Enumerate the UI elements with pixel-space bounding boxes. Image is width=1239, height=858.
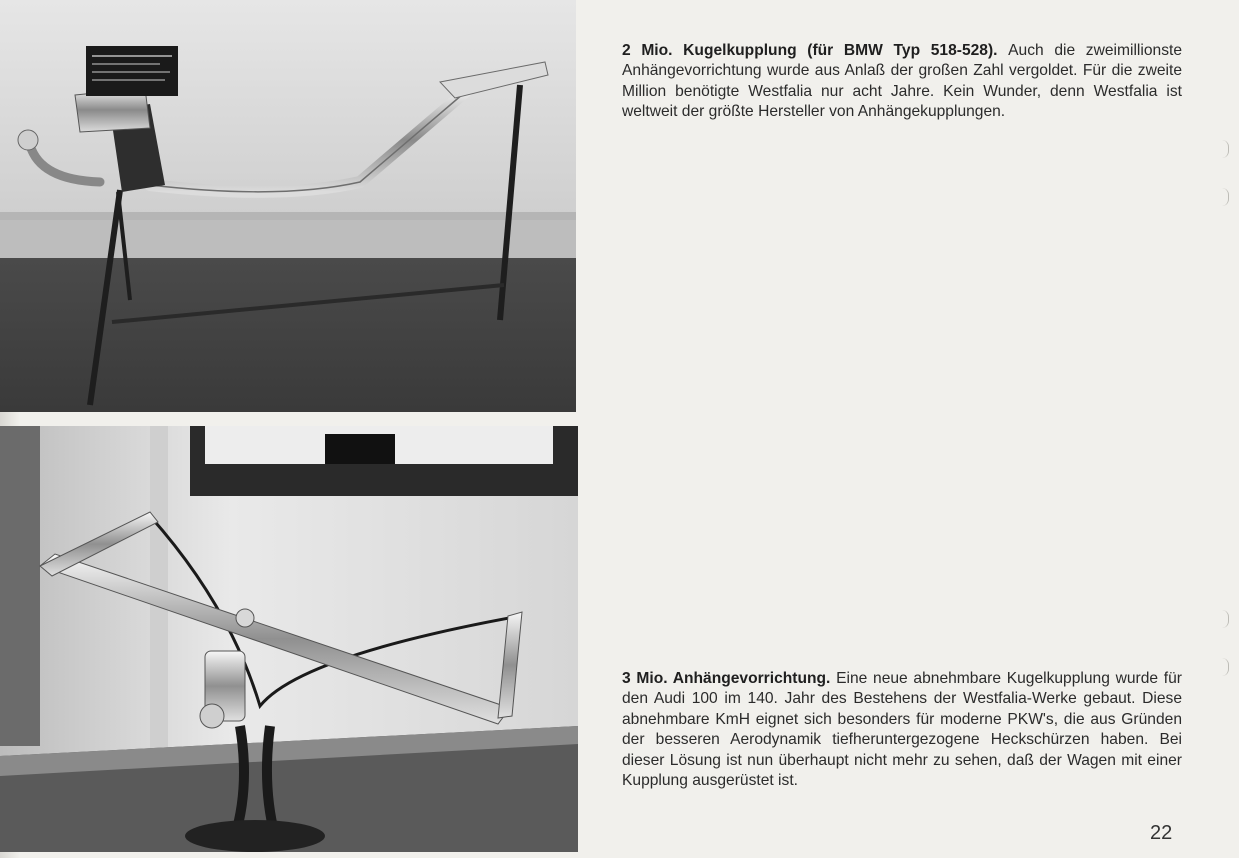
photo-2-mio-kugelkupplung <box>0 0 576 412</box>
section-3-mio-heading: 3 Mio. Anhängevorrichtung. <box>622 670 837 687</box>
photo-3-mio-illustration <box>0 426 578 852</box>
section-2-mio-body: Auch die zweimillionste Anhängevorrichtung wurde aus Anlaß der großen Zahl vergoldet. Für die zweite Million benötigte Westfalia nur acht Jahre. Kein Wunder, denn Westfalia ist weltweit der größte Hersteller von Anhängekupplungen. <box>622 42 1182 121</box>
section-2-mio-heading: 2 Mio. Kugelkupplung (für BMW Typ 518-528). <box>622 42 1009 59</box>
photo-3-mio-anhaengevorrichtung <box>0 426 578 852</box>
page-number: 22 <box>1150 822 1173 844</box>
binding-hole-mark <box>1222 140 1229 158</box>
section-2-mio <box>622 41 1182 123</box>
section-3-mio <box>622 669 1182 791</box>
section-3-mio-body: Eine neue abnehmbare Kugelkupplung wurde für den Audi 100 im 140. Jahr des Bestehens der Westfalia-Werke gebaut. Diese abnehmbare KmH eignet sich besonders für moderne PKW's, die aus Gründen der besseren Aerodynamik tiefheruntergezogene Heckschürzen haben. Bei dieser Lösung ist nun überhaupt nicht mehr zu sehen, daß der Wagen mit einer Kupplung ausgerüstet ist. <box>622 670 1182 790</box>
photo-2-mio-illustration <box>0 0 576 412</box>
binding-hole-mark <box>1222 188 1229 206</box>
binding-hole-mark <box>1222 610 1229 628</box>
binding-hole-mark <box>1222 658 1229 676</box>
